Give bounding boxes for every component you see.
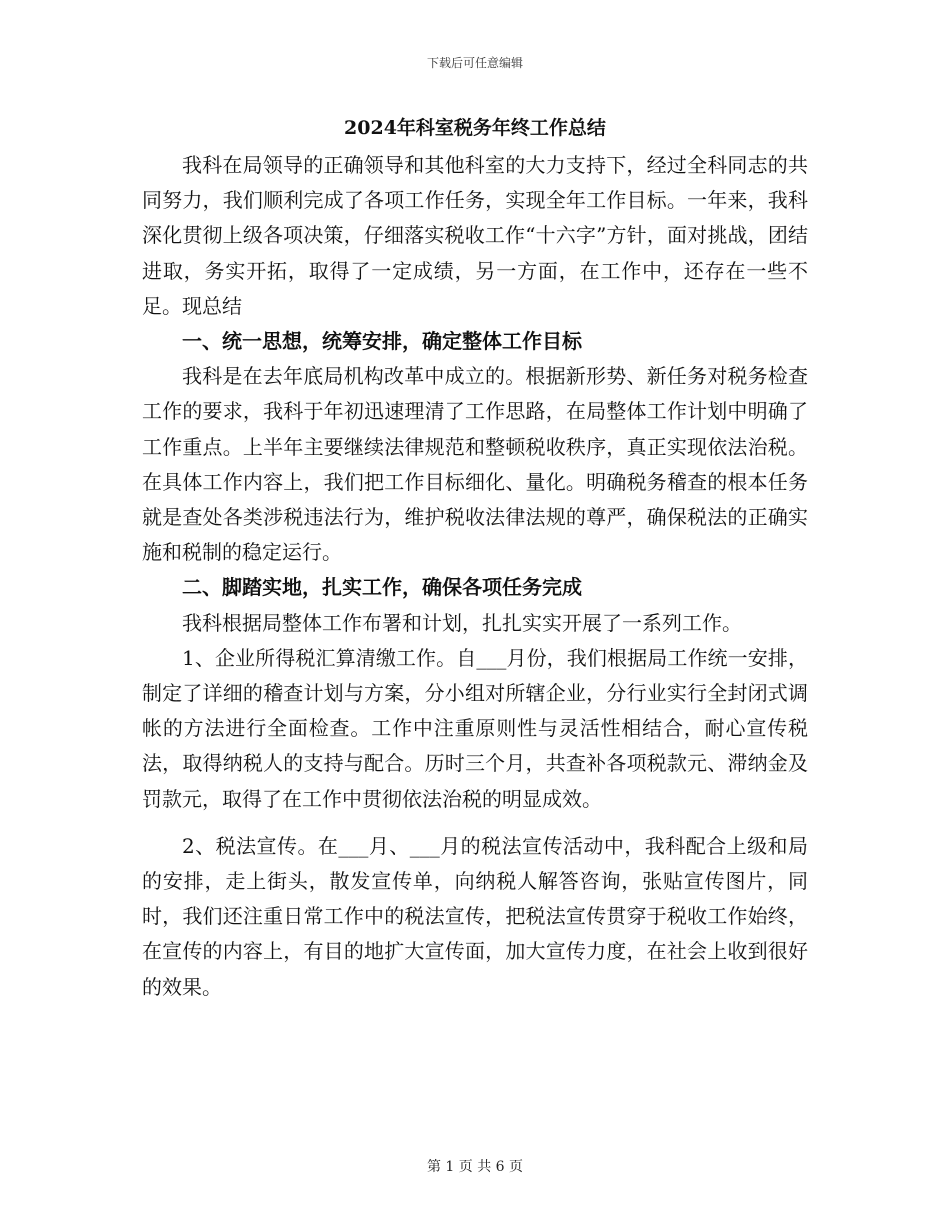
- section-2-intro-paragraph: 我科根据局整体工作布署和计划，扎扎实实开展了一系列工作。: [182, 610, 742, 635]
- document-title: 2024年科室税务年终工作总结: [344, 117, 606, 139]
- document-body: [142, 112, 808, 1005]
- section-1-paragraph: 我科是在去年底局机构改革中成立的。根据新形势、新任务对税务检查工作的要求，我科于年初迅速理清了工作思路，在局整体工作计划中明确了工作重点。上半年主要继续法律规范和整顿税收秩序，真正实现依法治税。在具体工作内容上，我们把工作目标细化、量化。明确税务稽查的根本任务就是查处各类涉税违法行为，维护税收法律法规的尊严，确保税法的正确实施和税制的稳定运行。: [142, 364, 808, 565]
- section-heading-2: 二、脚踏实地，扎实工作，确保各项任务完成: [182, 575, 582, 600]
- header-note: 下载后可任意编辑: [426, 56, 523, 70]
- paragraph-gap: [142, 817, 808, 829]
- page-footer: 第 1 页 共 6 页: [426, 1159, 524, 1175]
- item-2-paragraph: 2、税法宣传。在___月、___月的税法宣传活动中，我科配合上级和局的安排，走上街头，散发宣传单，向纳税人解答咨询，张贴宣传图片，同时，我们还注重日常工作中的税法宣传，把税法宣传贯穿于税收工作始终，在宣传的内容上，有目的地扩大宣传面，加大宣传力度，在社会上收到很好的效果。: [142, 833, 808, 999]
- item-1-paragraph: 1、企业所得税汇算清缴工作。自___月份，我们根据局工作统一安排，制定了详细的稽查计划与方案，分小组对所辖企业，分行业实行全封闭式调帐的方法进行全面检查。工作中注重原则性与灵活性相结合，耐心宣传税法，取得纳税人的支持与配合。历时三个月，共查补各项税款元、滞纳金及罚款元，取得了在工作中贯彻依法治税的明显成效。: [142, 645, 808, 811]
- section-heading-1: 一、统一思想，统筹安排，确定整体工作目标: [182, 329, 582, 354]
- intro-paragraph: 我科在局领导的正确领导和其他科室的大力支持下，经过全科同志的共同努力，我们顺利完成了各项工作任务，实现全年工作目标。一年来，我科深化贯彻上级各项决策，仔细落实税收工作“十六字”方针，面对挑战，团结进取，务实开拓，取得了一定成绩，另一方面，在工作中，还存在一些不足。现总结: [142, 153, 808, 318]
